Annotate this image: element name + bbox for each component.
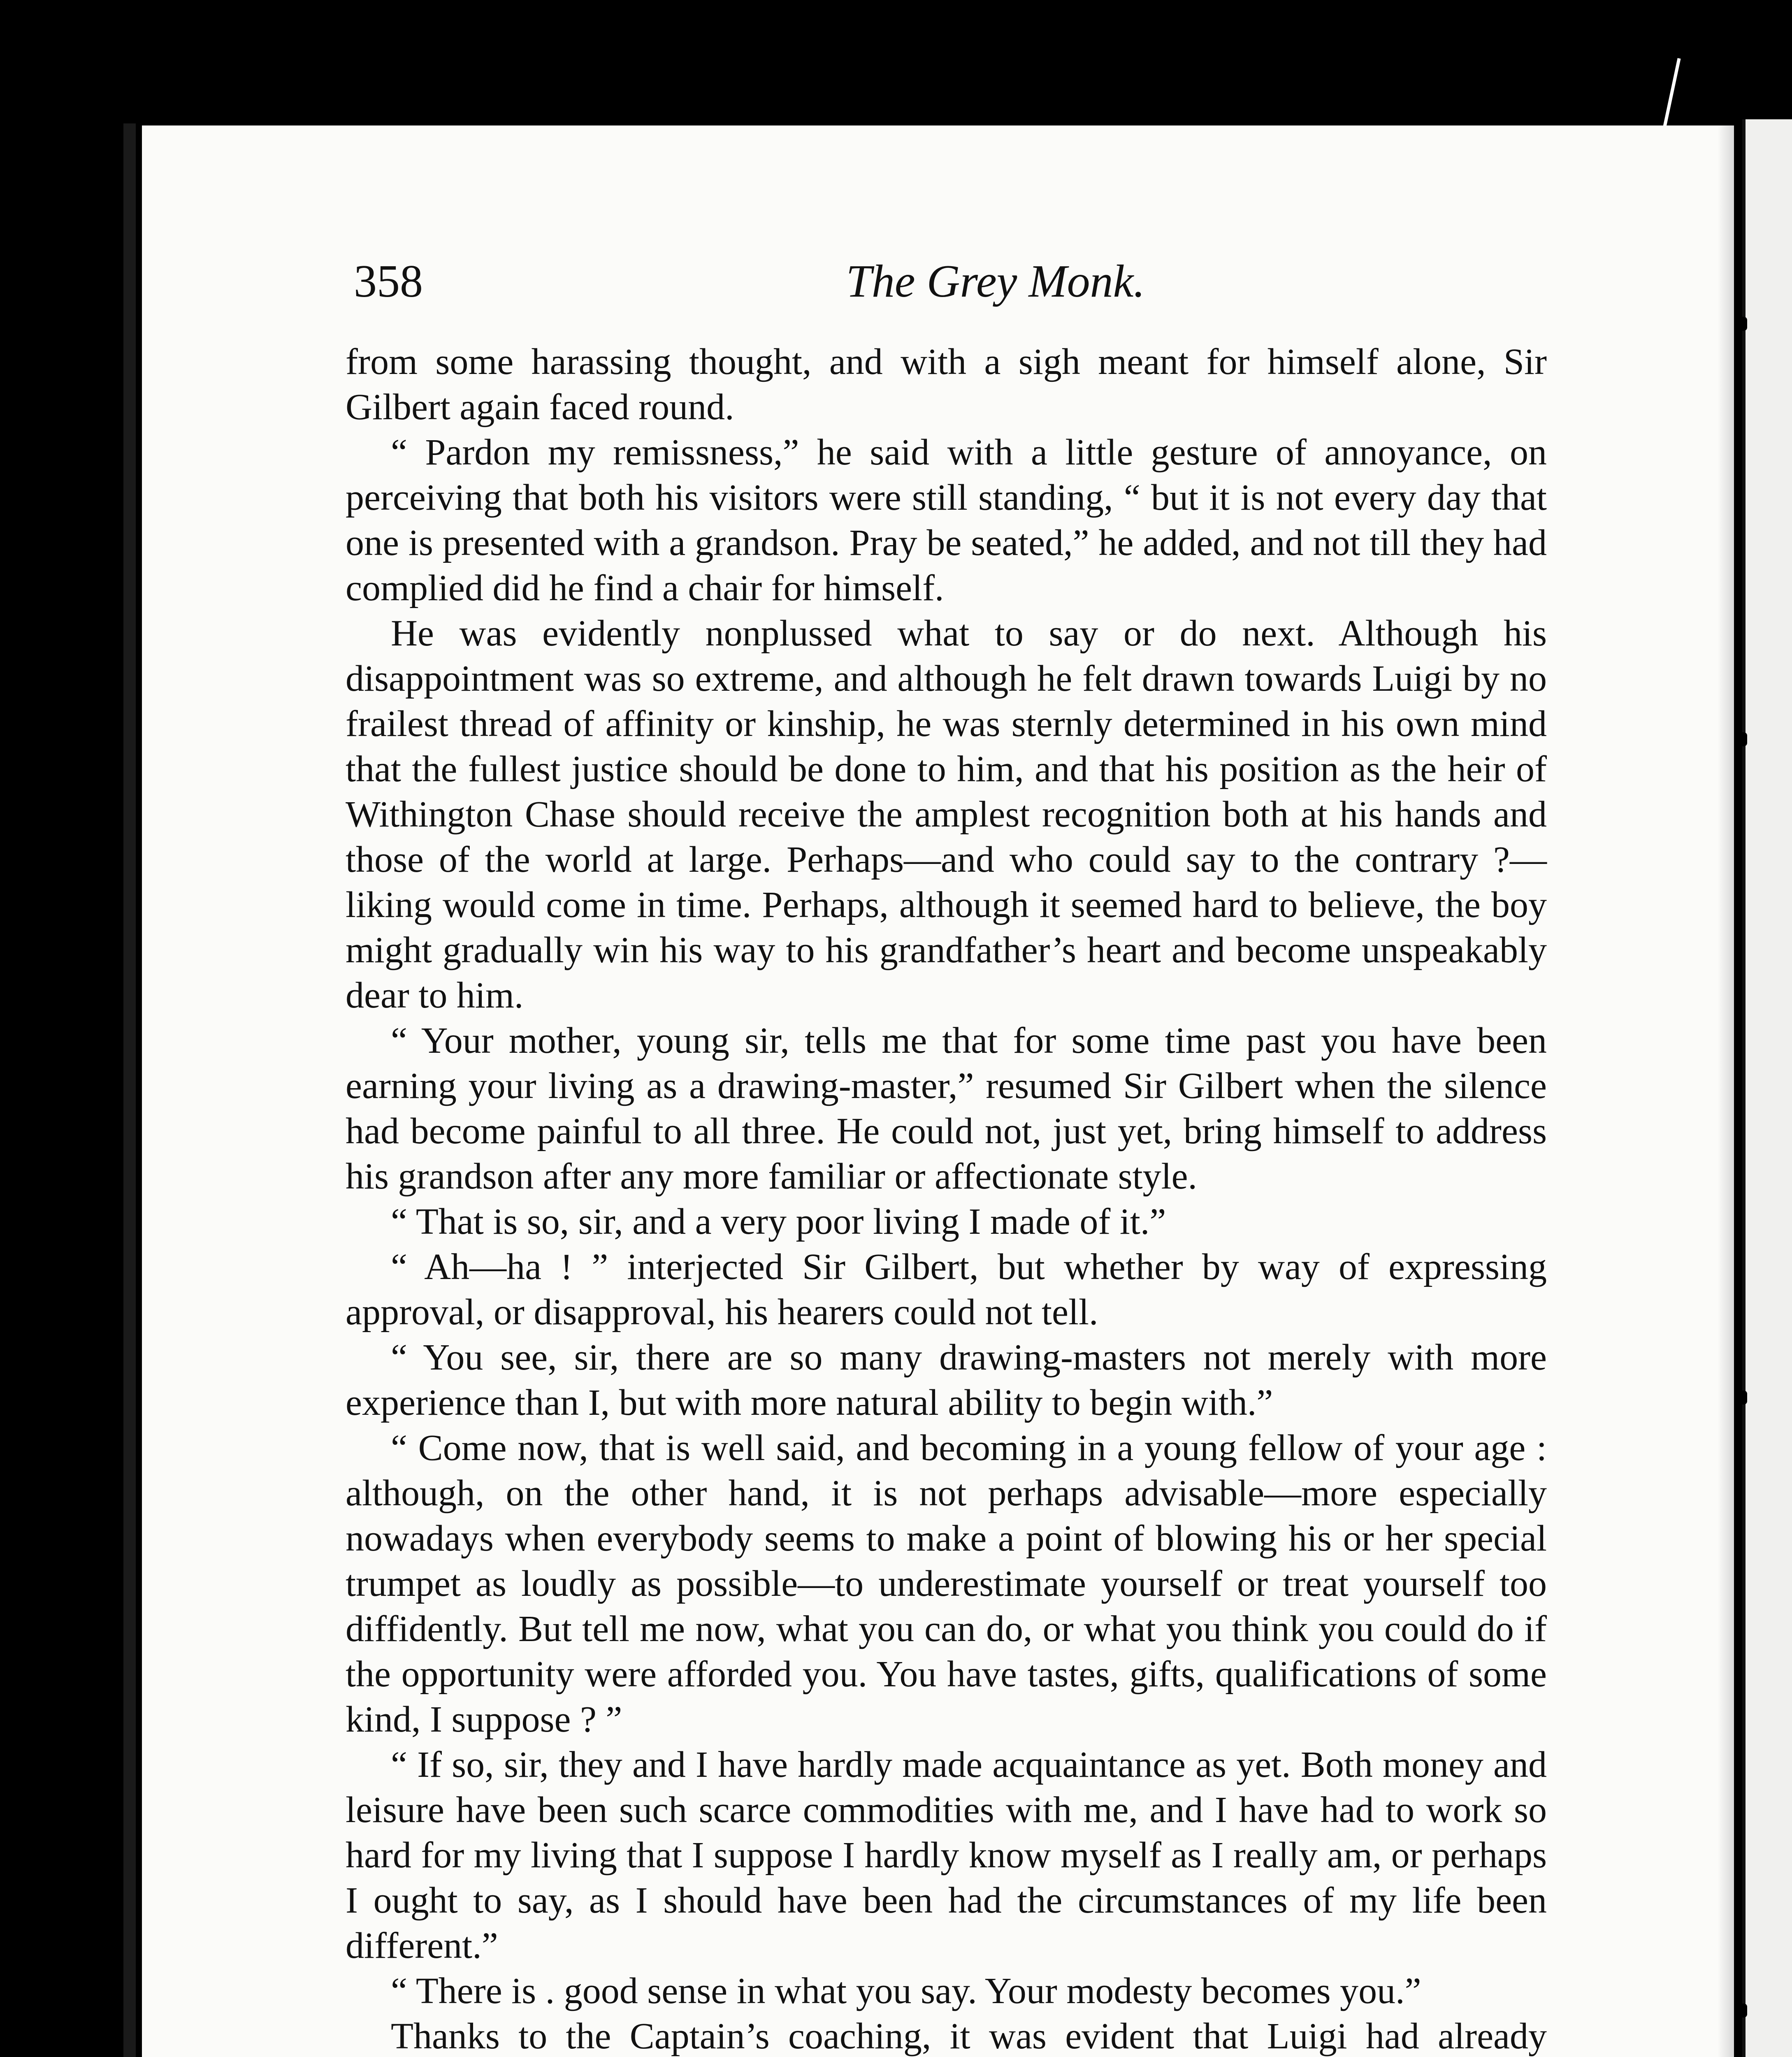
edge-mark bbox=[1740, 317, 1747, 331]
paragraph: from some harassing thought, and with a sigh meant for himself alone, Sir Gilbert again faced round. bbox=[346, 341, 1547, 427]
paragraph: “ There is . good sense in what you say. Your modesty becomes you.” bbox=[391, 1971, 1421, 2011]
body-text bbox=[346, 339, 1547, 2057]
paragraph: Thanks to the Captain’s coaching, it was evident that Luigi had already bbox=[391, 2016, 1547, 2057]
scan-corner-mark bbox=[1663, 58, 1681, 127]
page-number: 358 bbox=[354, 256, 423, 307]
page-gutter-shadow bbox=[1718, 125, 1734, 2057]
paragraph: “ Come now, that is well said, and becoming in a young fellow of your age : although, on the other hand, it is not perhaps advisable—more especially nowadays when everybody seems to make a point of blowing his or her special trumpet as loudly as possible—to underestimate yourself or treat yourself too diffidently. But tell me now, what you can do, or what you think you could do if the opportunity were afforded you. You have tastes, gifts, qualifications of some kind, I suppose ? ” bbox=[346, 1428, 1547, 1740]
paragraph: “ Pardon my remissness,” he said with a little gesture of annoyance, on perceiving that both his visitors were still standing, “ but it is not every day that one is presented with a grandson. Pray be seated,” he added, and not till they had complied did he find a chair for himself. bbox=[346, 432, 1547, 608]
paragraph: “ You see, sir, there are so many drawing-masters not merely with more experience than I, but with more natural ability to begin with.” bbox=[346, 1337, 1547, 1423]
edge-mark bbox=[1740, 1391, 1747, 1405]
edge-mark bbox=[1740, 732, 1747, 746]
page-header bbox=[206, 255, 1563, 307]
paragraph: “ Ah—ha ! ” interjected Sir Gilbert, but whether by way of expressing approval, or disapproval, his hearers could not tell. bbox=[346, 1247, 1547, 1333]
adjacent-page-edge bbox=[1742, 119, 1792, 2057]
paragraph: “ That is so, sir, and a very poor living I made of it.” bbox=[391, 1201, 1166, 1242]
scan-binding-edge bbox=[123, 123, 136, 2057]
edge-mark bbox=[1740, 2004, 1747, 2018]
running-title: The Grey Monk. bbox=[846, 256, 1145, 307]
paragraph: “ If so, sir, they and I have hardly made acquaintance as yet. Both money and leisure have been such scarce commodities with me, and I have had to work so hard for my living that I suppose I hardly know myself as I really am, or perhaps I ought to say, as I should have been had the circumstances of my life been different.” bbox=[346, 1744, 1547, 1966]
paragraph: He was evidently nonplussed what to say or do next. Although his disappointment was so extreme, and although he felt drawn towards Luigi by no frailest thread of affinity or kinship, he was sternly determined in his own mind that the fullest justice should be done to him, and that his position as the heir of Withington Chase should receive the amplest recognition both at his hands and those of the world at large. Perhaps—and who could say to the contrary ?—liking would come in time. Perhaps, although it seemed hard to believe, the boy might gradually win his way to his grandfather’s heart and become unspeakably dear to him. bbox=[346, 613, 1547, 1016]
paragraph: “ Your mother, young sir, tells me that for some time past you have been earning your living as a drawing-master,” resumed Sir Gilbert when the silence had become painful to all three. He could not, just yet, bring himself to address his grandson after any more familiar or affectionate style. bbox=[346, 1020, 1547, 1197]
